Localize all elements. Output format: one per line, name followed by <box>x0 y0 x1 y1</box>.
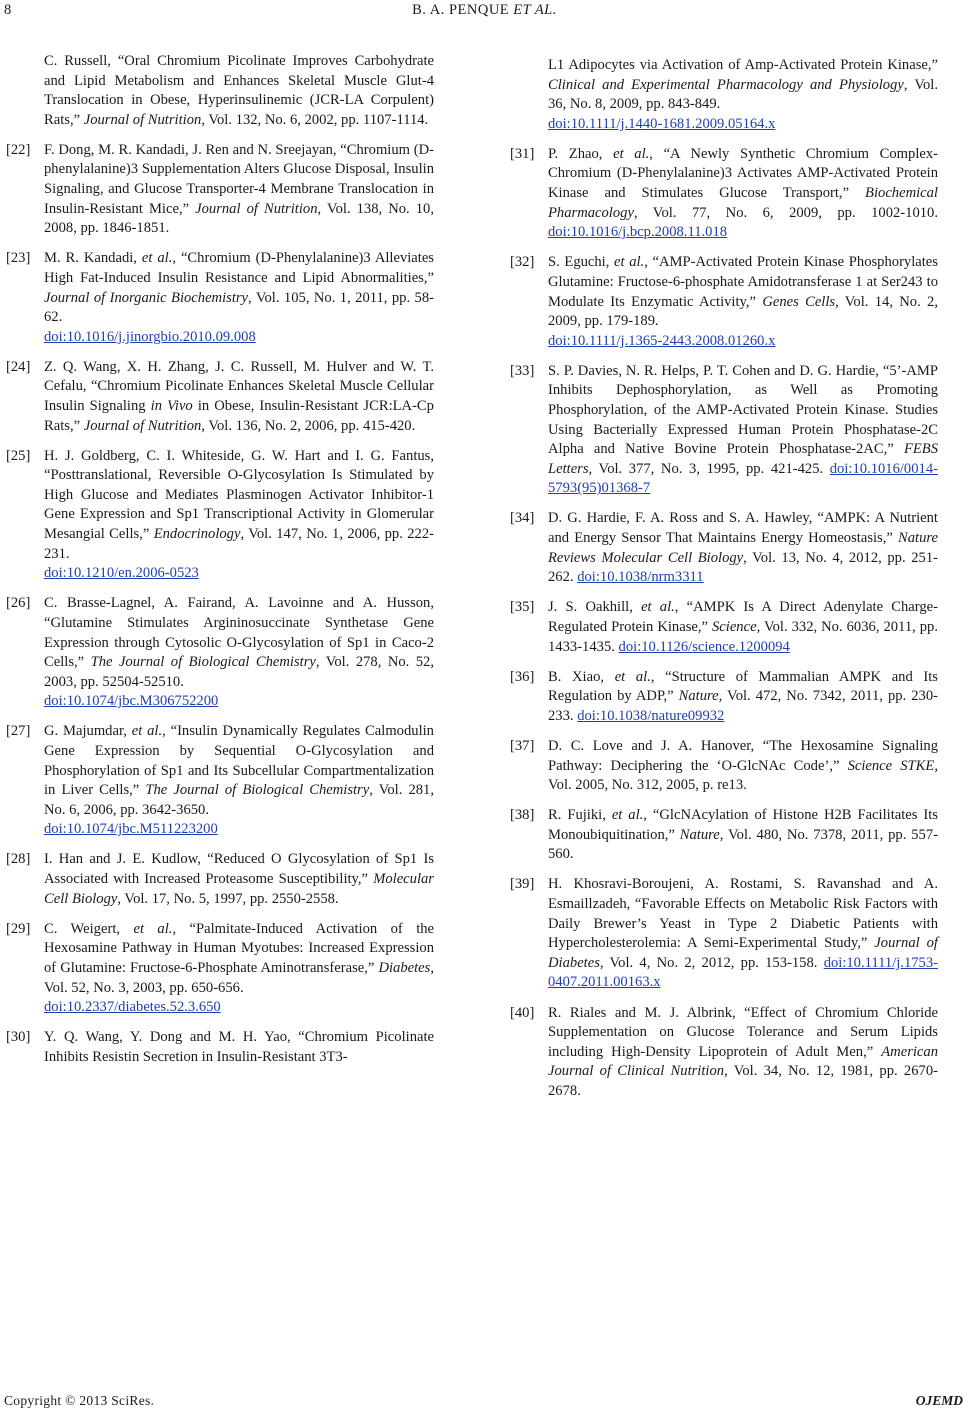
doi-link[interactable]: doi:10.1111/j.1440-1681.2009.05164.x <box>548 115 776 132</box>
doi-link[interactable]: doi:10.1111/j.1365-2443.2008.01260.x <box>548 332 776 349</box>
doi-link[interactable]: doi:10.1126/science.1200094 <box>618 638 790 655</box>
doi-link[interactable]: doi:10.1074/jbc.M511223200 <box>44 821 218 838</box>
copyright-notice: Copyright © 2013 SciRes. <box>4 1393 155 1408</box>
doi-link[interactable]: doi:10.2337/diabetes.52.3.650 <box>44 999 221 1016</box>
right-column <box>510 56 938 1112</box>
reference-32: [32] S. Eguchi, et al., “AMP-Activated Protein Kinase Phosphorylates Glutamine: Fructose-6-phosphate Amidotransferase 1 at Ser243 to Modulate Its Enzymatic Activity,” Genes Cells, Vol. 14, No. 2, 2009, pp. 179-189. doi:10.1111/j.1365-2443.2008.01260.x <box>510 253 938 351</box>
reference-39: [39] H. Khosravi-Boroujeni, A. Rostami, S. Ravanshad and A. Esmaillzadeh, “Favorable Effects on Metabolic Risk Factors with Daily Brewer’s Yeast in Type 2 Diabetic Patients with Hypercholesterolemia: A Semi-Experimental Study,” Journal of Diabetes, Vol. 4, No. 2, 2012, pp. 153-158. doi:10.1111/j.1753-0407.2011.00163.x <box>510 876 938 991</box>
reference-30-continued: L1 Adipocytes via Activation of Amp-Activated Protein Kinase,” Clinical and Experimental Pharmacology and Physiology, Vol. 36, No. 8, 2009, pp. 843-849. doi:10.1111/j.1440-1681.2009.05164.x <box>510 56 938 134</box>
reference-27: [27] G. Majumdar, et al., “Insulin Dynamically Regulates Calmodulin Gene Expression by Sequential O-Glycosylation and Phosphorylation of Sp1 and Its Subcellular Compartmentalization in Liver Cells,” The Journal of Biological Chemistry, Vol. 281, No. 6, 2006, pp. 3642-3650. doi:10.1074/jbc.M511223200 <box>6 722 434 840</box>
page-footer <box>4 1393 963 1413</box>
reference-33: [33] S. P. Davies, N. R. Helps, P. T. Cohen and D. G. Hardie, “5’-AMP Inhibits Dephosphorylation, as Well as Promoting Phosphorylation, of the AMP-Activated Protein Kinase. Studies Using Bacterially Expressed Human Protein Phosphatase-2C Alpha and Native Bovine Protein Phosphatase-2AC,” FEBS Letters, Vol. 377, No. 3, 1995, pp. 421-425. doi:10.1016/0014-5793(95)01368-7 <box>510 362 938 497</box>
reference-31: [31] P. Zhao, et al., “A Newly Synthetic Chromium Complex-Chromium (D-Phenylalanine)3 Activates AMP-Activated Protein Kinase and Stimulates Glucose Transport,” Biochemical Pharmacology, Vol. 77, No. 6, 2009, pp. 1002-1010. doi:10.1016/j.bcp.2008.11.018 <box>510 145 939 241</box>
left-column <box>6 52 434 1078</box>
running-head <box>0 2 969 19</box>
doi-link[interactable]: doi:10.1016/j.jinorgbio.2010.09.008 <box>44 328 256 345</box>
reference-21-continued: C. Russell, “Oral Chromium Picolinate Improves Carbohydrate and Lipid Metabolism and Enhances Skeletal Muscle Glut-4 Translocation in Obese, Hyperinsulinemic (JCR-LA Corpulent) Rats,” Journal of Nutrition, Vol. 132, No. 6, 2002, pp. 1107-1114. <box>44 53 434 128</box>
reference-28: [28] I. Han and J. E. Kudlow, “Reduced O Glycosylation of Sp1 Is Associated with Increased Proteasome Susceptibility,” Molecular Cell Biology, Vol. 17, No. 5, 1997, pp. 2550-2558. <box>6 851 434 907</box>
reference-37: [37] D. C. Love and J. A. Hanover, “The Hexosamine Signaling Pathway: Deciphering the ‘O-GlcNAc Code’,” Science STKE, Vol. 2005, No. 312, 2005, p. re13. <box>510 737 938 794</box>
reference-25: [25] H. J. Goldberg, C. I. Whiteside, G. W. Hart and I. G. Fantus, “Posttranslational, Reversible O-Glycosylation Is Stimulated by High Glucose and Mediates Plasminogen Activator Inhibitor-1 Gene Expression and Sp1 Transcriptional Activity in Glomerular Mesangial Cells,” Endocrinology, Vol. 147, No. 1, 2006, pp. 222-231. doi:10.1210/en.2006-0523 <box>6 447 434 584</box>
reference-24: [24] Z. Q. Wang, X. H. Zhang, J. C. Russell, M. Hulver and W. T. Cefalu, “Chromium Picolinate Enhances Skeletal Muscle Cellular Insulin Signaling in Vivo in Obese, Insulin-Resistant JCR:LA-Cp Rats,” Journal of Nutrition, Vol. 136, No. 2, 2006, pp. 415-420. <box>6 358 434 434</box>
page-header <box>0 0 969 26</box>
running-head-etal: ET AL. <box>513 2 557 18</box>
reference-26: [26] C. Brasse-Lagnel, A. Fairand, A. Lavoinne and A. Husson, “Glutamine Stimulates Argininosuccinate Synthetase Gene Expression through Cytosolic O-Glycosylation of Sp1 in Caco-2 Cells,” The Journal of Biological Chemistry, Vol. 278, No. 52, 2003, pp. 52504-52510. doi:10.1074/jbc.M306752200 <box>6 594 434 712</box>
reference-29: [29] C. Weigert, et al., “Palmitate-Induced Activation of the Hexosamine Pathway in Human Myotubes: Increased Expression of Glutamine: Fructose-6-Phosphate Aminotransferase,” Diabetes, Vol. 52, No. 3, 2003, pp. 650-656. doi:10.2337/diabetes.52.3.650 <box>6 920 434 1018</box>
doi-link[interactable]: doi:10.1074/jbc.M306752200 <box>44 693 219 710</box>
doi-link[interactable]: doi:10.1016/j.bcp.2008.11.018 <box>548 224 728 241</box>
doi-link[interactable]: doi:10.1016/0014-5793(95)01368-7 <box>548 460 938 497</box>
reference-40: [40] R. Riales and M. J. Albrink, “Effect of Chromium Chloride Supplementation on Glucose Tolerance and Serum Lipids including High-Density Lipoprotein of Adult Men,” American Journal of Clinical Nutrition, Vol. 34, No. 12, 1981, pp. 2670-2678. <box>510 1004 939 1099</box>
reference-34: [34] D. G. Hardie, F. A. Ross and S. A. Hawley, “AMPK: A Nutrient and Energy Sensor That Maintains Energy Homeostasis,” Nature Reviews Molecular Cell Biology, Vol. 13, No. 4, 2012, pp. 251-262. doi:10.1038/nrm3311 <box>510 510 938 586</box>
reference-35: [35] J. S. Oakhill, et al., “AMPK Is A Direct Adenylate Charge-Regulated Protein Kinase,” Science, Vol. 332, No. 6036, 2011, pp. 1433-1435. doi:10.1126/science.1200094 <box>510 599 939 655</box>
running-head-authors: B. A. PENQUE <box>412 2 510 18</box>
reference-23: [23] M. R. Kandadi, et al., “Chromium (D-Phenylalanine)3 Alleviates High Fat-Induced Insulin Resistance and Lipid Abnormalities,” Journal of Inorganic Biochemistry, Vol. 105, No. 1, 2011, pp. 58-62. doi:10.1016/j.jinorgbio.2010.09.008 <box>6 249 434 347</box>
reference-38: [38] R. Fujiki, et al., “GlcNAcylation of Histone H2B Facilitates Its Monoubiquitination,” Nature, Vol. 480, No. 7378, 2011, pp. 557-560. <box>510 807 938 863</box>
journal-abbreviation: OJEMD <box>915 1393 963 1408</box>
reference-22: [22] F. Dong, M. R. Kandadi, J. Ren and N. Sreejayan, “Chromium (D-phenylalanine)3 Supplementation Alters Glucose Disposal, Insulin Signaling, and Glucose Transporter-4 Membrane Translocation in Insulin-Resistant Mice,” Journal of Nutrition, Vol. 138, No. 10, 2008, pp. 1846-1851. <box>6 141 434 237</box>
doi-link[interactable]: doi:10.1038/nrm3311 <box>577 569 704 586</box>
doi-link[interactable]: doi:10.1210/en.2006-0523 <box>44 565 199 582</box>
reference-36: [36] B. Xiao, et al., “Structure of Mammalian AMPK and Its Regulation by ADP,” Nature, Vol. 472, No. 7342, 2011, pp. 230-233. doi:10.1038/nature09932 <box>510 668 938 724</box>
reference-30: [30] Y. Q. Wang, Y. Dong and M. H. Yao, “Chromium Picolinate Inhibits Resistin Secretion in Insulin-Resistant 3T3- <box>6 1029 434 1065</box>
doi-link[interactable]: doi:10.1111/j.1753-0407.2011.00163.x <box>548 954 938 991</box>
page-number: 8 <box>4 2 12 18</box>
doi-link[interactable]: doi:10.1038/nature09932 <box>577 707 725 724</box>
